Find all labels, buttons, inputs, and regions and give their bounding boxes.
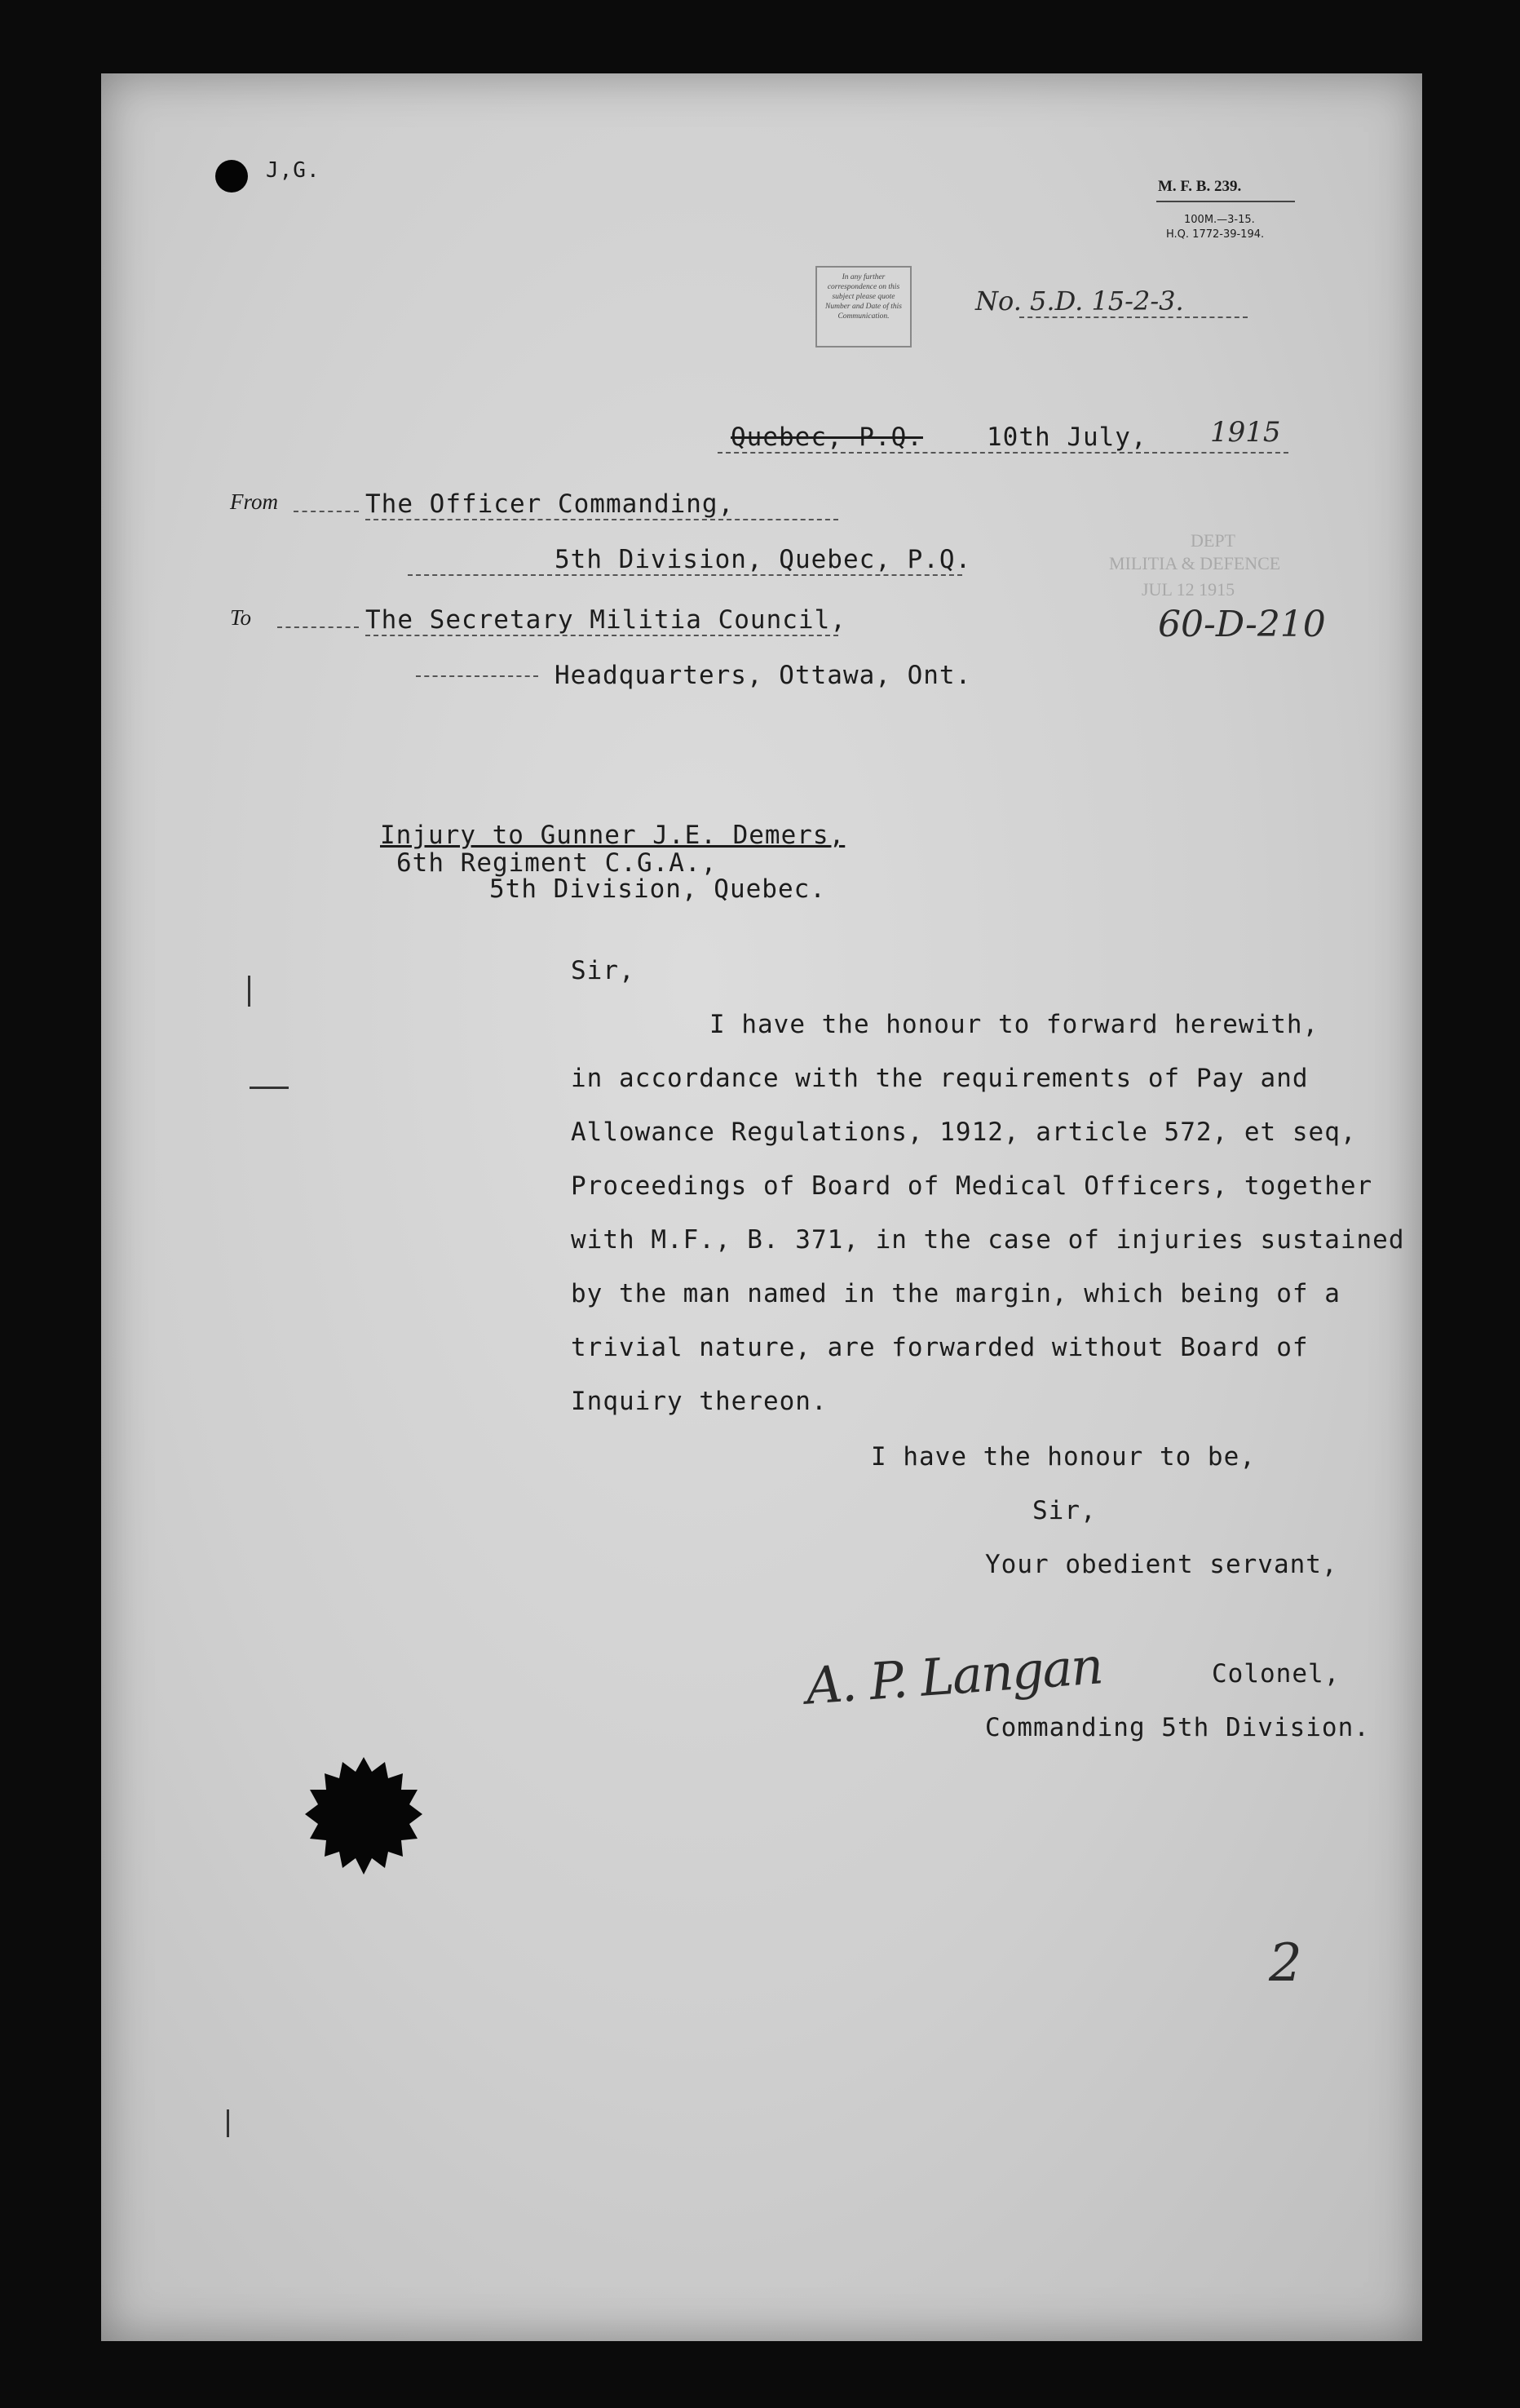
form-print-2: H.Q. 1772-39-194. [1166, 228, 1265, 241]
date: 10th July, [987, 423, 1147, 452]
command: Commanding 5th Division. [985, 1713, 1370, 1742]
margin-mark [250, 1087, 289, 1089]
punch-hole [215, 160, 248, 193]
body-line: by the man named in the margin, which being of a [571, 1279, 1341, 1308]
margin-mark [248, 976, 250, 1007]
salutation: Sir, [571, 956, 635, 985]
place: Quebec, P.Q. [731, 423, 923, 452]
body-line: trivial nature, are forwarded without Board of [571, 1333, 1309, 1362]
closing-line-2: Sir, [1032, 1496, 1097, 1525]
to-label: To [230, 605, 252, 630]
to-rule-2 [416, 675, 538, 677]
rank: Colonel, [1212, 1659, 1341, 1689]
signature: A. P. Langan [803, 1636, 1104, 1716]
body-line: in accordance with the requirements of Pay and [571, 1064, 1309, 1093]
body-line: I have the honour to forward herewith, [709, 1010, 1319, 1039]
to-line-2: Headquarters, Ottawa, Ont. [555, 661, 972, 690]
subject-line-1: Injury to Gunner J.E. Demers, [380, 821, 846, 850]
to-line-1: The Secretary Militia Council, [365, 605, 846, 635]
from-label-rule [294, 511, 359, 512]
page-mark: 2 [1269, 1933, 1302, 1994]
from-line-1: The Officer Commanding, [365, 489, 735, 519]
received-stamp-line-1: DEPT [1191, 530, 1235, 551]
subject-line-2: 6th Regiment C.G.A., [396, 848, 718, 878]
file-number-rule [1019, 316, 1248, 318]
seal-icon [303, 1755, 424, 1876]
from-label: From [230, 489, 278, 514]
subject-line-3: 5th Division, Quebec. [489, 874, 826, 904]
from-rule-2 [408, 574, 962, 576]
year: 1915 [1210, 416, 1281, 449]
closing-line-3: Your obedient servant, [985, 1550, 1338, 1579]
from-line-2: 5th Division, Quebec, P.Q. [555, 545, 972, 574]
margin-mark [227, 2109, 229, 2137]
closing-line-1: I have the honour to be, [871, 1442, 1256, 1472]
body-line: Proceedings of Board of Medical Officers, together [571, 1171, 1373, 1201]
form-number-rule [1156, 201, 1295, 202]
received-stamp-line-2: MILITIA & DEFENCE [1109, 553, 1281, 573]
received-stamp-line-3: JUL 12 1915 [1142, 579, 1235, 600]
body-line: Allowance Regulations, 1912, article 572, et seq, [571, 1118, 1357, 1147]
form-number: M. F. B. 239. [1158, 178, 1242, 195]
date-rule [718, 452, 1288, 454]
document-page [101, 73, 1422, 2341]
initials: J,G. [266, 158, 320, 183]
handwritten-reference: 60-D-210 [1158, 604, 1326, 645]
body-line: Inquiry thereon. [571, 1387, 828, 1416]
from-rule-1 [365, 519, 838, 520]
to-rule-1 [365, 635, 838, 636]
file-number: No. 5.D. 15-2-3. [975, 286, 1184, 316]
to-label-rule [277, 626, 359, 628]
correspondence-notice: In any further correspondence on this subject please quote Number and Date of this Communication. [815, 266, 912, 347]
body-line: with M.F., B. 371, in the case of injuries sustained [571, 1225, 1405, 1255]
form-print-1: 100M.—3-15. [1184, 214, 1255, 226]
